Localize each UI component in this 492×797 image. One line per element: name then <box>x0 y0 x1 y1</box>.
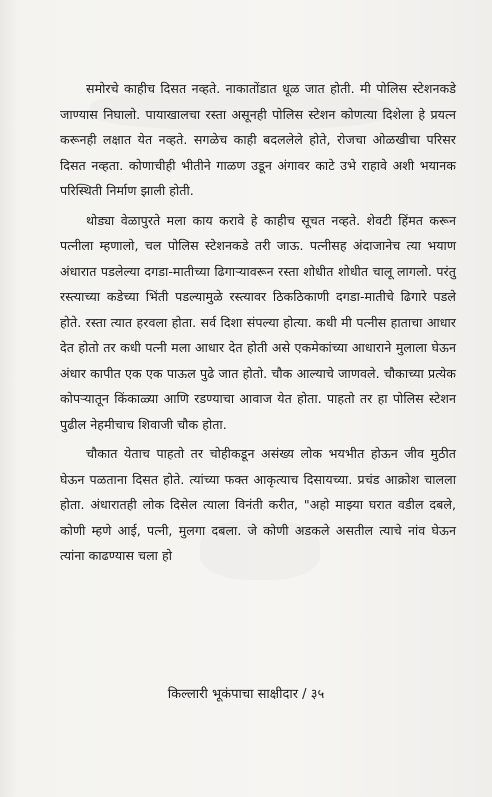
running-title-with-page-number: किल्लारी भूकंपाचा साक्षीदार / ३५ <box>167 687 325 702</box>
page-footer <box>0 686 492 704</box>
body-text <box>60 76 456 569</box>
paragraph-1: समोरचे काहीच दिसत नव्हते. नाकातोंडात धूळ जात होती. मी पोलिस स्टेशनकडे जाण्यास निघालो. पायाखालचा रस्ता असूनही पोलिस स्टेशन कोणत्या दिशेला हे प्रयत्न करूनही लक्षात येत नव्हते. सगळेच काही बदललेले होते, रोजचा ओळखीचा परिसर दिसत नव्हता. कोणाचीही भीतीने गाळण उडून अंगावर काटे उभे राहावे अशी भयानक परिस्थिती निर्माण झाली होती. <box>60 81 456 198</box>
paragraph-2: थोड्या वेळापुरते मला काय करावे हे काहीच सूचत नव्हते. शेवटी हिंमत करून पत्नीला म्हणालो, चल पोलिस स्टेशनकडे तरी जाऊ. पत्नीसह अंदाजानेच त्या भयाण अंधारात पडलेल्या दगडा-मातीच्या ढिगाऱ्यावरून रस्ता शोधीत शोधीत चालू लागलो. परंतु रस्त्याच्या कडेच्या भिंती पडल्यामुळे रस्त्यावर ठिकठिकाणी दगडा-मातीचे ढिगारे पडले होते. रस्ता त्यात हरवला होता. सर्व दिशा संपल्या होत्या. कधी मी पत्नीस हाताचा आधार देत होतो तर कधी पत्नी मला आधार देत होती असे एकमेकांच्या आधाराने मुलाला घेऊन अंधार कापीत एक एक पाऊल पुढे जात होतो. चौक आल्याचे जाणवले. चौकाच्या प्रत्येक कोपऱ्यातून किंकाळ्या आणि रडण्याचा आवाज येत होता. पाहतो तर हा पोलिस स्टेशन पुढील नेहमीचाच शिवाजी चौक होता. <box>60 212 456 432</box>
paragraph-3: चौकात येताच पाहतो तर चोहीकडून असंख्य लोक भयभीत होऊन जीव मुठीत घेऊन पळताना दिसत होते. त्यांच्या फक्त आकृत्याच दिसायच्या. प्रचंड आक्रोश चालला होता. अंधारातही लोक दिसेल त्याला विनंती करीत, "अहो माझ्या घरात वडील दबले, कोणी म्हणे आई, पत्नी, मुलगा दबला. जे कोणी अडकले असतील त्याचे नांव घेऊन त्यांना काढण्यास चला हो <box>60 446 456 563</box>
